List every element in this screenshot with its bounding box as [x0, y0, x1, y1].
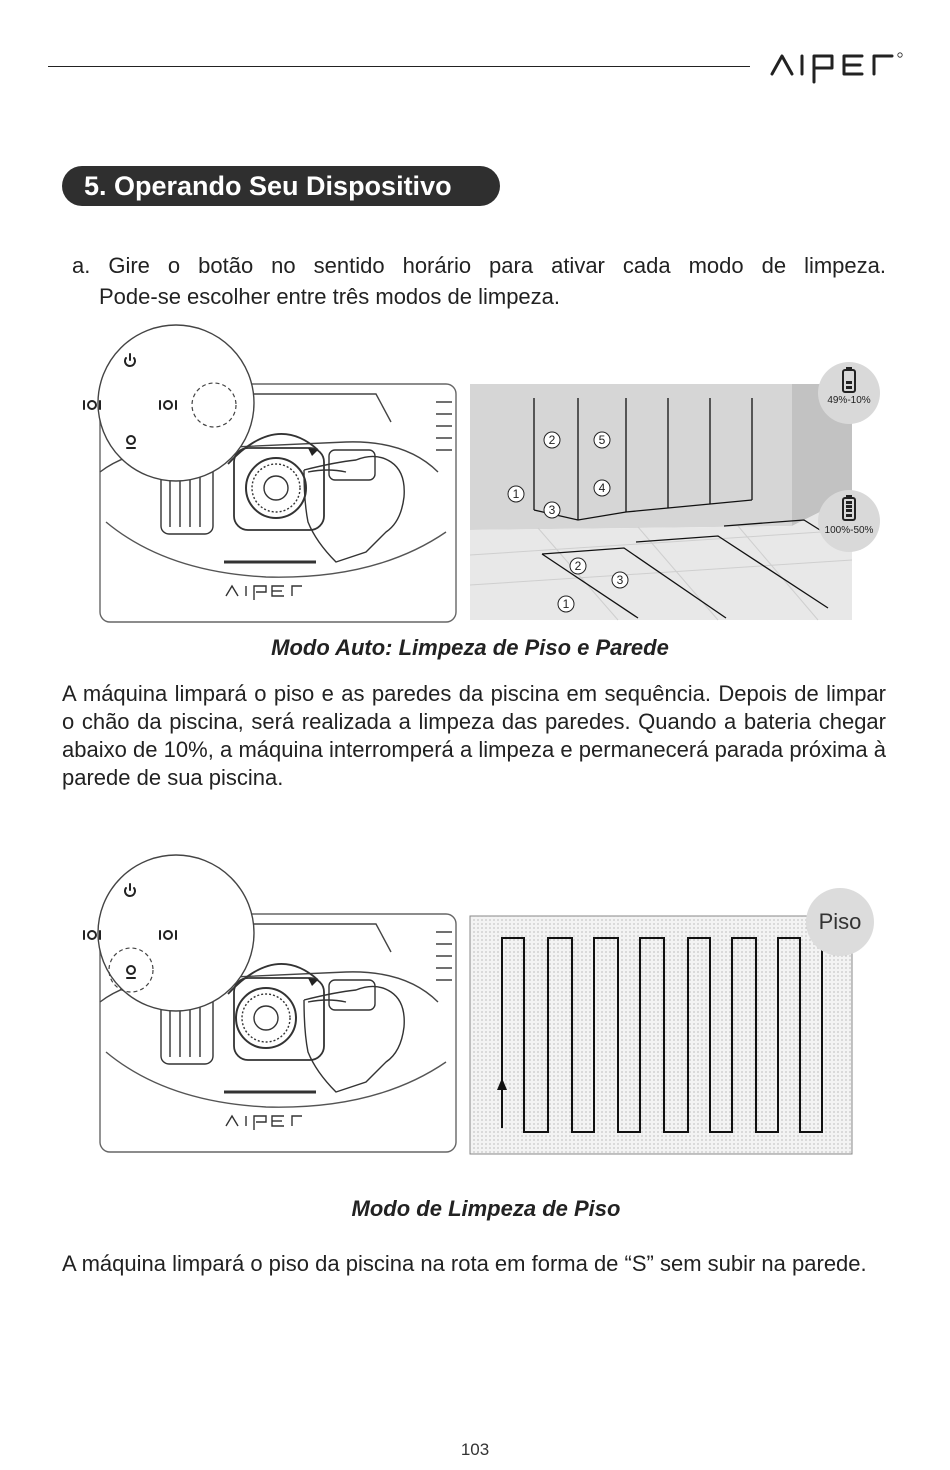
header-rule: [48, 66, 750, 67]
intro-paragraph: [72, 250, 886, 312]
svg-text:1: 1: [562, 597, 570, 611]
battery-low-icon: [818, 362, 880, 424]
wall-step-1: [508, 486, 524, 502]
svg-text:3: 3: [548, 503, 556, 517]
floor-mode-caption: Modo de Limpeza de Piso: [351, 1196, 621, 1221]
floor-mode-badge: Piso: [806, 888, 874, 956]
auto-mode-description: A máquina limpará o piso e as paredes da piscina em sequência. Depois de limpar o chão da piscina, será realizada a limpeza das paredes. Quando a bateria chegar abaixo de 10%, a máquina interromperá a limpeza e permanecerá parada próxima à parede de sua piscina.: [62, 681, 886, 790]
wall-step-2: [544, 432, 560, 448]
battery-badge-high: [818, 490, 880, 552]
section-title: 5. Operando Seu Dispositivo: [62, 166, 500, 206]
floor-step-3: [612, 572, 628, 588]
wall-step-4: [594, 480, 610, 496]
floor-s-route-diagram: [468, 914, 856, 1156]
svg-text:2: 2: [574, 559, 582, 573]
svg-text:4: 4: [598, 481, 606, 495]
svg-text:3: 3: [616, 573, 624, 587]
battery-badge-low: [818, 362, 880, 424]
battery-high-label: 100%-50%: [824, 525, 874, 536]
page-number: 103: [460, 1440, 490, 1459]
svg-text:1: 1: [512, 487, 520, 501]
aiper-logo: [768, 44, 908, 88]
battery-high-icon: [818, 490, 880, 552]
floor-step-2: [570, 558, 586, 574]
intro-line-1: a. Gire o botão no sentido horário para ativar cada modo de limpeza.: [72, 253, 886, 278]
floor-step-1: [558, 596, 574, 612]
floor-mode-description: A máquina limpará o piso da piscina na rota em forma de “S” sem subir na parede.: [62, 1251, 867, 1276]
robot-dial-illustration-floor: [46, 852, 458, 1154]
auto-mode-caption: Modo Auto: Limpeza de Piso e Parede: [271, 635, 669, 660]
svg-text:2: 2: [548, 433, 556, 447]
intro-line-2: Pode-se escolher entre três modos de limpeza.: [99, 284, 561, 309]
robot-dial-illustration-auto: [46, 322, 458, 624]
wall-step-5: [594, 432, 610, 448]
battery-low-label: 49%-10%: [827, 395, 871, 406]
wall-step-3: [544, 502, 560, 518]
svg-text:5: 5: [598, 433, 606, 447]
